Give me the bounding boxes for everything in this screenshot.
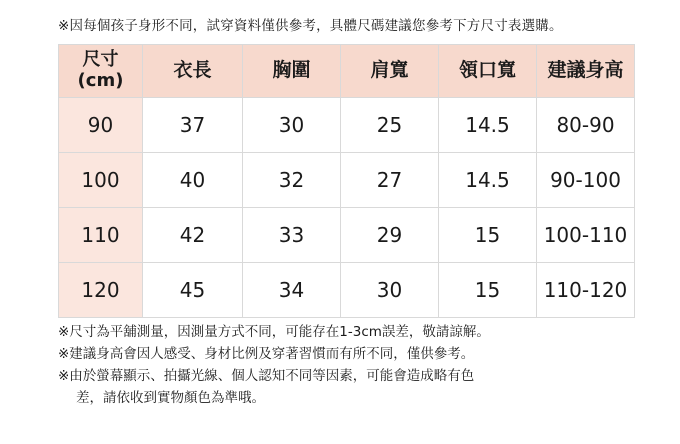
cell-chest: 33: [243, 208, 341, 263]
row-header-size: 120: [59, 263, 143, 318]
note-color-line2: 差，請依收到實物顏色為準哦。: [76, 389, 265, 406]
table-row: [59, 263, 635, 318]
cell-shoulder: 29: [341, 208, 439, 263]
cell-length: 45: [143, 263, 243, 318]
cell-chest: 32: [243, 153, 341, 208]
table-row: [59, 153, 635, 208]
cell-chest: 34: [243, 263, 341, 318]
cell-collar: 15: [439, 208, 537, 263]
cell-length: 37: [143, 98, 243, 153]
cell-height: 80-90: [537, 98, 635, 153]
column-header-size-line2: (cm): [77, 70, 124, 91]
column-header-shoulder: 肩寬: [341, 45, 439, 98]
cell-height: 100-110: [537, 208, 635, 263]
top-disclaimer: ※因每個孩子身形不同，試穿資料僅供參考，具體尺碼建議您參考下方尺寸表選購。: [58, 18, 563, 34]
cell-height: 110-120: [537, 263, 635, 318]
column-header-size-line1: 尺寸: [82, 49, 119, 71]
cell-collar: 15: [439, 263, 537, 318]
note-color: [58, 366, 658, 410]
row-header-size: 100: [59, 153, 143, 208]
cell-collar: 14.5: [439, 153, 537, 208]
cell-length: 40: [143, 153, 243, 208]
table-row: [59, 208, 635, 263]
column-header-collar: 領口寬: [439, 45, 537, 98]
row-header-size: 90: [59, 98, 143, 153]
table-header-row: [59, 45, 635, 98]
column-header-chest: 胸圍: [243, 45, 341, 98]
cell-collar: 14.5: [439, 98, 537, 153]
row-header-size: 110: [59, 208, 143, 263]
column-header-height: 建議身高: [537, 45, 635, 98]
cell-height: 90-100: [537, 153, 635, 208]
table-row: [59, 98, 635, 153]
column-header-size: [59, 45, 143, 98]
cell-length: 42: [143, 208, 243, 263]
note-measurement: ※尺寸為平舖測量，因測量方式不同，可能存在1-3cm誤差，敬請諒解。: [58, 324, 490, 340]
cell-shoulder: 30: [341, 263, 439, 318]
cell-shoulder: 25: [341, 98, 439, 153]
cell-shoulder: 27: [341, 153, 439, 208]
note-color-line1: ※由於螢幕顯示、拍攝光線、個人認知不同等因素，可能會造成略有色: [58, 367, 475, 384]
size-table: [58, 44, 635, 318]
note-height-reference: ※建議身高會因人感受、身材比例及穿著習慣而有所不同，僅供參考。: [58, 345, 475, 362]
column-header-length: 衣長: [143, 45, 243, 98]
cell-chest: 30: [243, 98, 341, 153]
notes-block: [58, 322, 658, 409]
